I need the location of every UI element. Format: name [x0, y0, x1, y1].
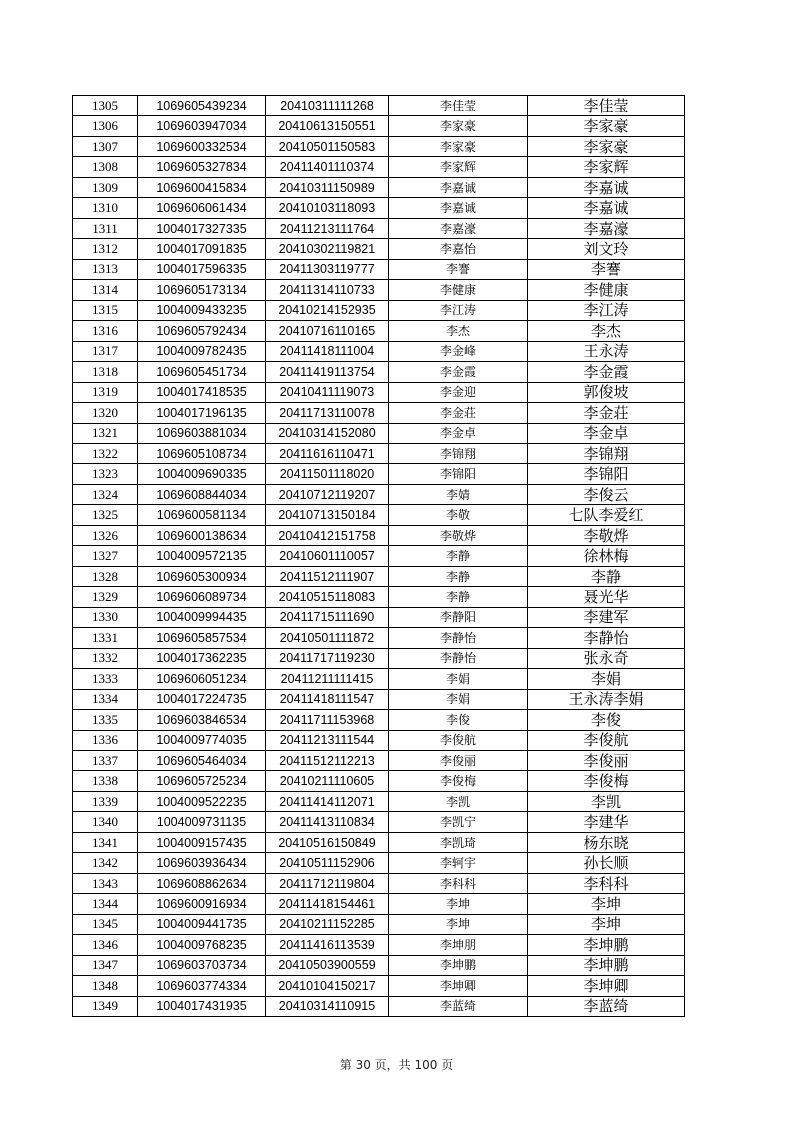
table-row — [73, 894, 685, 914]
cell-name-alt: 李俊云 — [528, 484, 685, 504]
cell-sequence: 1310 — [73, 198, 138, 218]
cell-name: 李静 — [389, 566, 528, 586]
table-row — [73, 321, 685, 341]
cell-record-number: 20410516150849 — [266, 832, 389, 852]
cell-sequence: 1321 — [73, 423, 138, 443]
cell-name: 李杰 — [389, 321, 528, 341]
cell-record-number: 20410503900559 — [266, 955, 389, 975]
cell-record-number: 20411418111004 — [266, 341, 389, 361]
cell-name: 李凯琦 — [389, 832, 528, 852]
cell-name: 李凯 — [389, 791, 528, 811]
cell-id-number: 1069600916934 — [138, 894, 266, 914]
cell-name: 李轲宇 — [389, 853, 528, 873]
cell-name-alt: 李俊航 — [528, 730, 685, 750]
cell-id-number: 1069600138634 — [138, 525, 266, 545]
table-row — [73, 280, 685, 300]
cell-record-number: 20411419113754 — [266, 362, 389, 382]
cell-id-number: 1069608862634 — [138, 873, 266, 893]
cell-sequence: 1329 — [73, 587, 138, 607]
cell-name: 李家豪 — [389, 116, 528, 136]
cell-name: 李锦阳 — [389, 464, 528, 484]
table-row — [73, 96, 685, 116]
cell-record-number: 20410211152285 — [266, 914, 389, 934]
cell-name-alt: 李科科 — [528, 873, 685, 893]
cell-id-number: 1004017418535 — [138, 382, 266, 402]
cell-sequence: 1344 — [73, 894, 138, 914]
cell-record-number: 20410716110165 — [266, 321, 389, 341]
cell-id-number: 1069606051234 — [138, 669, 266, 689]
cell-record-number: 20411416113539 — [266, 935, 389, 955]
cell-id-number: 1069606089734 — [138, 587, 266, 607]
cell-sequence: 1330 — [73, 607, 138, 627]
cell-sequence: 1323 — [73, 464, 138, 484]
cell-name: 李嘉怡 — [389, 239, 528, 259]
cell-record-number: 20411717119230 — [266, 648, 389, 668]
cell-name-alt: 李娟 — [528, 669, 685, 689]
cell-name: 李俊丽 — [389, 751, 528, 771]
cell-record-number: 20410501150583 — [266, 136, 389, 156]
cell-sequence: 1333 — [73, 669, 138, 689]
cell-name-alt: 李健康 — [528, 280, 685, 300]
table-row — [73, 382, 685, 402]
cell-record-number: 20410211110605 — [266, 771, 389, 791]
cell-sequence: 1317 — [73, 341, 138, 361]
cell-id-number: 1069605464034 — [138, 751, 266, 771]
table-row — [73, 505, 685, 525]
cell-record-number: 20411616110471 — [266, 443, 389, 463]
cell-record-number: 20411303119777 — [266, 259, 389, 279]
cell-sequence: 1334 — [73, 689, 138, 709]
cell-sequence: 1349 — [73, 996, 138, 1016]
cell-name-alt: 杨东晓 — [528, 832, 685, 852]
cell-id-number: 1069605439234 — [138, 96, 266, 116]
cell-record-number: 20410302119821 — [266, 239, 389, 259]
cell-name-alt: 李謇 — [528, 259, 685, 279]
cell-record-number: 20411414112071 — [266, 791, 389, 811]
cell-name-alt: 李金卓 — [528, 423, 685, 443]
cell-name-alt: 郭俊坡 — [528, 382, 685, 402]
cell-name-alt: 李家豪 — [528, 136, 685, 156]
cell-id-number: 1069606061434 — [138, 198, 266, 218]
cell-name-alt: 聂光华 — [528, 587, 685, 607]
cell-sequence: 1308 — [73, 157, 138, 177]
cell-name-alt: 刘文玲 — [528, 239, 685, 259]
cell-name-alt: 李蓝绮 — [528, 996, 685, 1016]
cell-id-number: 1004009690335 — [138, 464, 266, 484]
cell-id-number: 1069605792434 — [138, 321, 266, 341]
table-row — [73, 484, 685, 504]
cell-id-number: 1004009522235 — [138, 791, 266, 811]
cell-sequence: 1326 — [73, 525, 138, 545]
cell-sequence: 1346 — [73, 935, 138, 955]
cell-id-number: 1069605173134 — [138, 280, 266, 300]
table-row — [73, 136, 685, 156]
cell-record-number: 20410314152080 — [266, 423, 389, 443]
cell-name: 李静怡 — [389, 628, 528, 648]
cell-name: 李金荘 — [389, 403, 528, 423]
cell-id-number: 1069600415834 — [138, 177, 266, 197]
cell-id-number: 1069603774334 — [138, 976, 266, 996]
table-row — [73, 914, 685, 934]
cell-id-number: 1069605857534 — [138, 628, 266, 648]
cell-id-number: 1069603881034 — [138, 423, 266, 443]
table-row — [73, 341, 685, 361]
page-footer: 第 30 页，共 100 页 — [339, 1058, 454, 1072]
cell-sequence: 1312 — [73, 239, 138, 259]
table-row — [73, 873, 685, 893]
cell-record-number: 20411213111764 — [266, 218, 389, 238]
cell-sequence: 1307 — [73, 136, 138, 156]
table-body — [73, 96, 685, 1017]
cell-sequence: 1328 — [73, 566, 138, 586]
cell-name: 李嘉诚 — [389, 177, 528, 197]
cell-id-number: 1004009782435 — [138, 341, 266, 361]
cell-name: 李嘉濠 — [389, 218, 528, 238]
cell-sequence: 1347 — [73, 955, 138, 975]
cell-record-number: 20411413110834 — [266, 812, 389, 832]
cell-sequence: 1311 — [73, 218, 138, 238]
cell-name: 李敬 — [389, 505, 528, 525]
cell-name-alt: 李金荘 — [528, 403, 685, 423]
cell-sequence: 1337 — [73, 751, 138, 771]
cell-name-alt: 李建华 — [528, 812, 685, 832]
cell-name-alt: 张永奇 — [528, 648, 685, 668]
cell-name: 李金迎 — [389, 382, 528, 402]
table-row — [73, 157, 685, 177]
cell-name: 李坤鹏 — [389, 955, 528, 975]
cell-name-alt: 李佳莹 — [528, 96, 685, 116]
table-row — [73, 669, 685, 689]
cell-record-number: 20411418111547 — [266, 689, 389, 709]
cell-name-alt: 李静怡 — [528, 628, 685, 648]
cell-id-number: 1069608844034 — [138, 484, 266, 504]
cell-sequence: 1322 — [73, 443, 138, 463]
cell-id-number: 1004017431935 — [138, 996, 266, 1016]
table-row — [73, 587, 685, 607]
table-row — [73, 423, 685, 443]
cell-name: 李静 — [389, 587, 528, 607]
cell-sequence: 1336 — [73, 730, 138, 750]
cell-name: 李俊 — [389, 710, 528, 730]
cell-name-alt: 李锦阳 — [528, 464, 685, 484]
table-row — [73, 628, 685, 648]
cell-name-alt: 李俊 — [528, 710, 685, 730]
cell-name-alt: 李坤 — [528, 894, 685, 914]
cell-record-number: 20410104150217 — [266, 976, 389, 996]
cell-name: 李健康 — [389, 280, 528, 300]
cell-sequence: 1314 — [73, 280, 138, 300]
cell-id-number: 1004009774035 — [138, 730, 266, 750]
cell-sequence: 1327 — [73, 546, 138, 566]
cell-name-alt: 李杰 — [528, 321, 685, 341]
cell-sequence: 1315 — [73, 300, 138, 320]
cell-sequence: 1339 — [73, 791, 138, 811]
cell-name: 李嘉诚 — [389, 198, 528, 218]
cell-name-alt: 李嘉诚 — [528, 198, 685, 218]
cell-name-alt: 李坤 — [528, 914, 685, 934]
table-row — [73, 218, 685, 238]
cell-id-number: 1004009157435 — [138, 832, 266, 852]
table-row — [73, 259, 685, 279]
table-row — [73, 198, 685, 218]
cell-id-number: 1004017091835 — [138, 239, 266, 259]
table-row — [73, 751, 685, 771]
table-row — [73, 853, 685, 873]
cell-record-number: 20410613150551 — [266, 116, 389, 136]
cell-id-number: 1004017224735 — [138, 689, 266, 709]
cell-record-number: 20410412151758 — [266, 525, 389, 545]
table-row — [73, 546, 685, 566]
cell-record-number: 20410411119073 — [266, 382, 389, 402]
cell-sequence: 1318 — [73, 362, 138, 382]
table-row — [73, 177, 685, 197]
cell-name: 李江涛 — [389, 300, 528, 320]
cell-record-number: 20410311150989 — [266, 177, 389, 197]
cell-record-number: 20410103118093 — [266, 198, 389, 218]
cell-name: 李金霞 — [389, 362, 528, 382]
table-row — [73, 443, 685, 463]
cell-record-number: 20411418154461 — [266, 894, 389, 914]
cell-name-alt: 李家豪 — [528, 116, 685, 136]
cell-name-alt: 李家辉 — [528, 157, 685, 177]
cell-name: 李家豪 — [389, 136, 528, 156]
cell-name: 李坤卿 — [389, 976, 528, 996]
cell-sequence: 1313 — [73, 259, 138, 279]
cell-name-alt: 七队李爱红 — [528, 505, 685, 525]
cell-name: 李蓝绮 — [389, 996, 528, 1016]
cell-sequence: 1348 — [73, 976, 138, 996]
cell-id-number: 1004009731135 — [138, 812, 266, 832]
table-row — [73, 935, 685, 955]
cell-record-number: 20411512112213 — [266, 751, 389, 771]
cell-name: 李静 — [389, 546, 528, 566]
cell-sequence: 1335 — [73, 710, 138, 730]
table-row — [73, 710, 685, 730]
cell-record-number: 20410712119207 — [266, 484, 389, 504]
cell-id-number: 1069603936434 — [138, 853, 266, 873]
cell-sequence: 1309 — [73, 177, 138, 197]
cell-id-number: 1004009572135 — [138, 546, 266, 566]
cell-id-number: 1004009441735 — [138, 914, 266, 934]
cell-record-number: 20411314110733 — [266, 280, 389, 300]
cell-name-alt: 李金霞 — [528, 362, 685, 382]
cell-name-alt: 李凯 — [528, 791, 685, 811]
table-row — [73, 771, 685, 791]
table-row — [73, 955, 685, 975]
cell-sequence: 1332 — [73, 648, 138, 668]
cell-record-number: 20411213111544 — [266, 730, 389, 750]
cell-name-alt: 李嘉濠 — [528, 218, 685, 238]
cell-name: 李静怡 — [389, 648, 528, 668]
cell-name-alt: 李俊梅 — [528, 771, 685, 791]
cell-record-number: 20410713150184 — [266, 505, 389, 525]
cell-id-number: 1069603846534 — [138, 710, 266, 730]
cell-record-number: 20410601110057 — [266, 546, 389, 566]
cell-name: 李坤 — [389, 914, 528, 934]
cell-name: 李坤 — [389, 894, 528, 914]
cell-id-number: 1069605327834 — [138, 157, 266, 177]
cell-sequence: 1341 — [73, 832, 138, 852]
cell-name: 李锦翔 — [389, 443, 528, 463]
cell-sequence: 1340 — [73, 812, 138, 832]
cell-sequence: 1345 — [73, 914, 138, 934]
cell-name: 李謇 — [389, 259, 528, 279]
cell-name: 李家辉 — [389, 157, 528, 177]
cell-name-alt: 李嘉诚 — [528, 177, 685, 197]
cell-name: 李婧 — [389, 484, 528, 504]
cell-name: 李俊航 — [389, 730, 528, 750]
cell-name-alt: 李坤鹏 — [528, 935, 685, 955]
cell-id-number: 1069603947034 — [138, 116, 266, 136]
table-row — [73, 730, 685, 750]
cell-name: 李坤朋 — [389, 935, 528, 955]
cell-id-number: 1069600581134 — [138, 505, 266, 525]
cell-id-number: 1069605300934 — [138, 566, 266, 586]
table-row — [73, 464, 685, 484]
table-row — [73, 239, 685, 259]
cell-record-number: 20411501118020 — [266, 464, 389, 484]
table-row — [73, 607, 685, 627]
cell-sequence: 1305 — [73, 96, 138, 116]
table-row — [73, 689, 685, 709]
cell-sequence: 1320 — [73, 403, 138, 423]
cell-sequence: 1324 — [73, 484, 138, 504]
cell-name-alt: 李坤鹏 — [528, 955, 685, 975]
cell-record-number: 20411715111690 — [266, 607, 389, 627]
cell-name: 李娟 — [389, 669, 528, 689]
table-row — [73, 525, 685, 545]
cell-sequence: 1306 — [73, 116, 138, 136]
cell-id-number: 1069605451734 — [138, 362, 266, 382]
cell-name-alt: 徐林梅 — [528, 546, 685, 566]
cell-record-number: 20410515118083 — [266, 587, 389, 607]
cell-name: 李金卓 — [389, 423, 528, 443]
cell-record-number: 20410311111268 — [266, 96, 389, 116]
cell-record-number: 20411401110374 — [266, 157, 389, 177]
cell-sequence: 1338 — [73, 771, 138, 791]
cell-record-number: 20411512111907 — [266, 566, 389, 586]
cell-sequence: 1316 — [73, 321, 138, 341]
cell-sequence: 1342 — [73, 853, 138, 873]
cell-id-number: 1004009994435 — [138, 607, 266, 627]
cell-id-number: 1069605108734 — [138, 443, 266, 463]
table-row — [73, 566, 685, 586]
table-row — [73, 791, 685, 811]
cell-id-number: 1004017327335 — [138, 218, 266, 238]
cell-name-alt: 李敬烨 — [528, 525, 685, 545]
cell-name-alt: 王永涛 — [528, 341, 685, 361]
cell-name-alt: 孙长顺 — [528, 853, 685, 873]
cell-name-alt: 李江涛 — [528, 300, 685, 320]
cell-sequence: 1325 — [73, 505, 138, 525]
cell-id-number: 1004009768235 — [138, 935, 266, 955]
cell-record-number: 20411211111415 — [266, 669, 389, 689]
cell-name: 李俊梅 — [389, 771, 528, 791]
table-row — [73, 403, 685, 423]
cell-name-alt: 李静 — [528, 566, 685, 586]
cell-name-alt: 李锦翔 — [528, 443, 685, 463]
cell-id-number: 1069600332534 — [138, 136, 266, 156]
cell-name: 李金峰 — [389, 341, 528, 361]
cell-name-alt: 李俊丽 — [528, 751, 685, 771]
cell-name-alt: 王永涛李娟 — [528, 689, 685, 709]
cell-name-alt: 李坤卿 — [528, 976, 685, 996]
cell-record-number: 20411713110078 — [266, 403, 389, 423]
cell-record-number: 20410511152906 — [266, 853, 389, 873]
cell-name: 李佳莹 — [389, 96, 528, 116]
cell-name: 李凯宁 — [389, 812, 528, 832]
cell-id-number: 1069605725234 — [138, 771, 266, 791]
cell-sequence: 1319 — [73, 382, 138, 402]
table-row — [73, 832, 685, 852]
cell-record-number: 20410214152935 — [266, 300, 389, 320]
cell-name: 李敬烨 — [389, 525, 528, 545]
cell-id-number: 1069603703734 — [138, 955, 266, 975]
table-row — [73, 116, 685, 136]
cell-name: 李娟 — [389, 689, 528, 709]
data-table — [72, 95, 685, 1017]
cell-record-number: 20410314110915 — [266, 996, 389, 1016]
cell-id-number: 1004017596335 — [138, 259, 266, 279]
table-row — [73, 996, 685, 1016]
cell-name-alt: 李建军 — [528, 607, 685, 627]
table-row — [73, 362, 685, 382]
cell-record-number: 20410501111872 — [266, 628, 389, 648]
cell-record-number: 20411712119804 — [266, 873, 389, 893]
table-row — [73, 976, 685, 996]
cell-sequence: 1331 — [73, 628, 138, 648]
cell-sequence: 1343 — [73, 873, 138, 893]
cell-record-number: 20411711153968 — [266, 710, 389, 730]
table-row — [73, 648, 685, 668]
cell-id-number: 1004009433235 — [138, 300, 266, 320]
cell-id-number: 1004017196135 — [138, 403, 266, 423]
cell-name: 李科科 — [389, 873, 528, 893]
table-row — [73, 812, 685, 832]
cell-id-number: 1004017362235 — [138, 648, 266, 668]
cell-name: 李静阳 — [389, 607, 528, 627]
table-row — [73, 300, 685, 320]
